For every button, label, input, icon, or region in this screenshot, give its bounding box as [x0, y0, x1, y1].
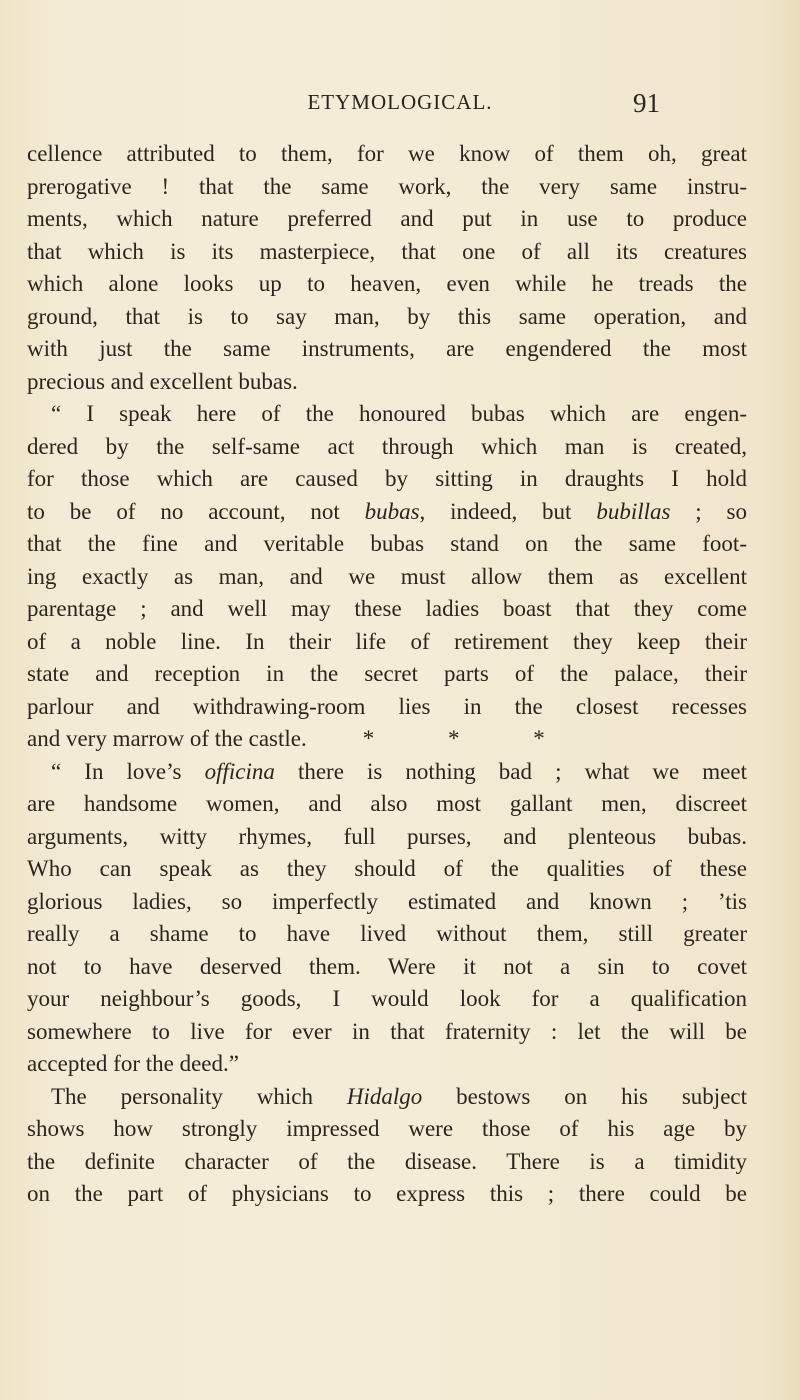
italic-term-officina: officina	[204, 758, 275, 784]
text-line: of a noble line. In their life of retirement they keep their	[27, 628, 747, 654]
text-line: for those which are caused by sitting in draughts I hold	[27, 466, 747, 491]
text-line: that which is its masterpiece, that one of all its creatures	[27, 238, 747, 264]
text-line: glorious ladies, so imperfectly estimated and known ; ’tis	[27, 888, 747, 914]
text-line: cellence attributed to them, for we know of them oh, great	[27, 141, 747, 166]
text-line: Who can speak as they should of the qualities of these	[27, 856, 747, 881]
asterism: * * *	[362, 726, 579, 751]
text-line: parentage ; and well may these ladies boast that they come	[27, 596, 747, 621]
text-line: ments, which nature preferred and put in use to produce	[27, 206, 747, 231]
text-run: “ In love’s	[51, 758, 205, 784]
text-line: which alone looks up to heaven, even while he treads the	[27, 271, 747, 296]
text-line: dered by the self-same act through which man is created,	[27, 433, 747, 459]
text-line: ground, that is to say man, by this same operation, and	[27, 303, 747, 329]
text-run: ,	[419, 498, 426, 524]
text-run: indeed, but	[450, 498, 597, 524]
text-line: precious and excellent bubas.	[27, 368, 298, 394]
text-line-mixed	[27, 756, 747, 789]
running-head: ETYMOLOGICAL.	[307, 90, 493, 114]
text-run: The personality which	[51, 1083, 347, 1109]
text-line: arguments, witty rhymes, full purses, and plenteous bubas.	[27, 823, 747, 849]
text-line: are handsome women, and also most gallant men, discreet	[27, 791, 747, 816]
text-line: prerogative ! that the same work, the very same instru-	[27, 173, 747, 199]
text-line: that the fine and veritable bubas stand on the same foot-	[27, 531, 747, 556]
text-line: parlour and withdrawing-room lies in the closest recesses	[27, 693, 747, 719]
text-line: the definite character of the disease. There is a timidity	[27, 1148, 747, 1174]
text-run: bestows on his subject	[422, 1083, 747, 1109]
text-line: somewhere to live for ever in that fraternity : let the will be	[27, 1018, 747, 1044]
text-run: ; so	[670, 498, 747, 524]
page-header	[0, 84, 800, 124]
text-line: accepted for the deed.”	[27, 1051, 239, 1076]
text-line: really a shame to have lived without them, still greater	[27, 921, 747, 946]
italic-term-bubillas: bubillas	[596, 498, 671, 524]
text-line: not to have deserved them. Were it not a sin to covet	[27, 953, 747, 979]
text-line-mixed	[27, 1081, 747, 1114]
text-line: “ I speak here of the honoured bubas which are engen-	[51, 401, 747, 426]
text-run: to be of no account, not	[27, 498, 365, 524]
page-number: 91	[633, 88, 660, 118]
text-line: state and reception in the secret parts of the palace, their	[27, 661, 747, 686]
text-line: ing exactly as man, and we must allow them as excellent	[27, 563, 747, 589]
italic-term-bubas: bubas	[364, 498, 420, 524]
text-line: with just the same instruments, are engendered the most	[27, 336, 747, 361]
text-run: and very marrow of the castle.	[27, 726, 307, 751]
body-text	[27, 138, 747, 1211]
text-line: your neighbour’s goods, I would look for a qualification	[27, 986, 747, 1011]
text-line: on the part of physicians to express this ; there could be	[27, 1181, 747, 1206]
italic-term-hidalgo: Hidalgo	[346, 1083, 423, 1109]
text-line-mixed	[27, 723, 747, 756]
text-run: there is nothing bad ; what we meet	[274, 758, 747, 784]
text-line: shows how strongly impressed were those of his age by	[27, 1116, 747, 1141]
text-line-mixed	[27, 496, 747, 529]
